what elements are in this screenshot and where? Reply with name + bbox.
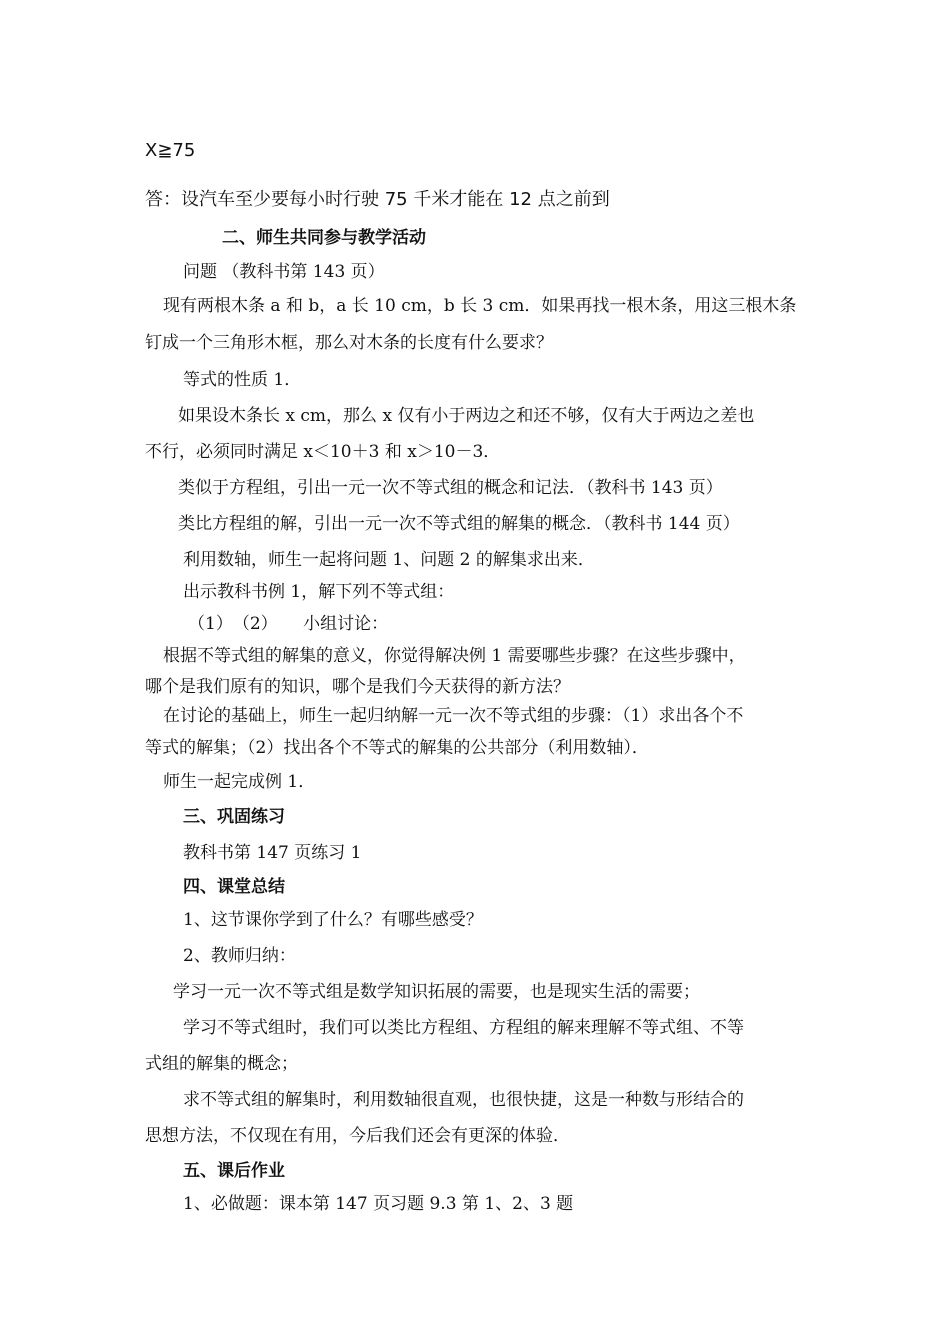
paragraph-line: （1） （2） 小组讨论： — [188, 614, 389, 634]
answer-line: 答：设汽车至少要每小时行驶 75 千米才能在 12 点之前到 — [145, 189, 610, 210]
paragraph-line: 出示教科书例 1，解下列不等式组： — [183, 582, 455, 602]
paragraph-line: 等式的性质 1． — [183, 370, 302, 390]
paragraph-line: 思想方法，不仅现在有用，今后我们还会有更深的体验． — [145, 1126, 570, 1146]
problem-label: 问题 （教科书第 143 页） — [183, 262, 385, 282]
paragraph-line: 如果设木条长 x cm，那么 x 仅有小于两边之和还不够，仅有大于两边之差也 — [178, 406, 755, 426]
paragraph-line: 师生一起完成例 1． — [163, 772, 316, 792]
paragraph-line: 2、教师归纳： — [183, 946, 296, 966]
paragraph-line: 类似于方程组，引出一元一次不等式组的概念和记法．（教科书 143 页） — [178, 478, 723, 498]
paragraph-line: 哪个是我们原有的知识，哪个是我们今天获得的新方法？ — [145, 677, 570, 697]
section-heading-2: 二、师生共同参与教学活动 — [222, 228, 426, 248]
paragraph-line: 根据不等式组的解集的意义，你觉得解决例 1 需要哪些步骤？在这些步骤中， — [163, 646, 746, 666]
paragraph-line: 求不等式组的解集时，利用数轴很直观，也很快捷，这是一种数与形结合的 — [183, 1090, 744, 1110]
paragraph-line: 类比方程组的解，引出一元一次不等式组的解集的概念．（教科书 144 页） — [178, 514, 740, 534]
paragraph-line: 等式的解集；（2）找出各个不等式的解集的公共部分（利用数轴）． — [145, 738, 649, 758]
paragraph-line: 学习一元一次不等式组是数学知识拓展的需要，也是现实生活的需要； — [173, 982, 700, 1002]
section-heading-3: 三、巩固练习 — [183, 807, 285, 827]
section-heading-4: 四、课堂总结 — [183, 877, 285, 897]
paragraph-line: 利用数轴，师生一起将问题 1、问题 2 的解集求出来． — [183, 550, 595, 570]
paragraph-line: 在讨论的基础上，师生一起归纳解一元一次不等式组的步骤：（1）求出各个不 — [163, 706, 744, 726]
paragraph-line: 1、这节课你学到了什么？有哪些感受？ — [183, 910, 483, 930]
paragraph-line: 不行，必须同时满足 x＜10＋3 和 x＞10－3． — [145, 442, 501, 462]
paragraph-line: 教科书第 147 页练习 1 — [183, 843, 362, 863]
section-heading-5: 五、课后作业 — [183, 1161, 285, 1181]
paragraph-line: 钉成一个三角形木框，那么对木条的长度有什么要求？ — [145, 333, 553, 353]
paragraph-line: 现有两根木条 a 和 b，a 长 10 cm，b 长 3 cm．如果再找一根木条，用这三根木条 — [163, 296, 797, 316]
paragraph-line: 1、必做题：课本第 147 页习题 9.3 第 1、2、3 题 — [183, 1194, 574, 1214]
inequality-result: X≧75 — [145, 140, 196, 161]
paragraph-line: 学习不等式组时，我们可以类比方程组、方程组的解来理解不等式组、不等 — [183, 1018, 744, 1038]
paragraph-line: 式组的解集的概念； — [145, 1054, 298, 1074]
